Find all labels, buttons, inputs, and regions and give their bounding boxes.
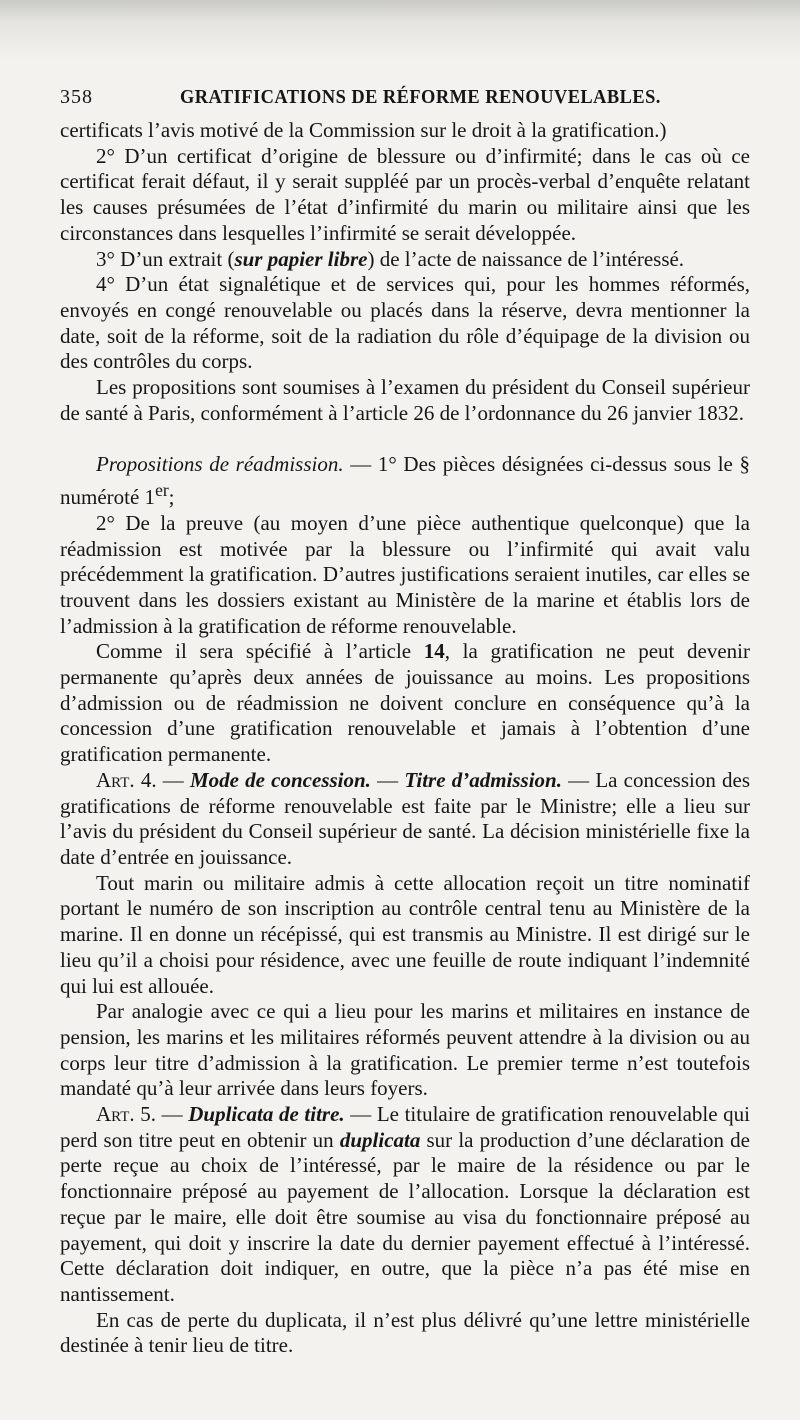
running-title: GRATIFICATIONS DE RÉFORME RENOUVELABLES. <box>180 86 661 108</box>
section-heading: Propositions de réadmission. <box>96 452 344 477</box>
paragraph <box>60 639 750 768</box>
paragraph <box>60 768 750 871</box>
text-run: — <box>370 767 405 792</box>
paragraph <box>60 452 750 510</box>
italic-run: sur papier libre <box>234 246 368 271</box>
italic-run: duplicata <box>339 1127 421 1152</box>
article-subtitle: Titre d’admission. <box>404 767 562 792</box>
paragraph: Tout marin ou militaire admis à cette allocation reçoit un titre nominatif portant le numéro de son inscription au contrôle central tenu au Ministère de la marine. Il en donne un récépissé, qui est transmis au Ministre. Il est dirigé sur le lieu qu’il a choisi pour résidence, avec une feuille de route indiquant l’indemnité qui lui est allouée. <box>60 870 750 998</box>
paragraph: 2° D’un certificat d’origine de blessure ou d’infirmité; dans le cas où ce certificat ferait défaut, il y serait suppléé par un procès-verbal d’enquête relatant les causes présumées de l’état d’infirmité du marin ou militaire ainsi que les circonstances dans lesquelles l’infirmité se serait développée. <box>60 143 750 245</box>
paragraph <box>60 1102 750 1308</box>
paragraph: Par analogie avec ce qui a lieu pour les marins et militaires en instance de pension, les marins et les militaires réformés peuvent attendre à la division ou au corps leur titre d’admission à la gratification. Le premier terme n’est toutefois mandaté qu’à leur arrivée dans leurs foyers. <box>60 999 750 1101</box>
article-label: Art. 5. <box>96 1102 157 1127</box>
paragraph: En cas de perte du duplicata, il n’est plus délivré qu’une lettre ministérielle destinée à tenir lieu de titre. <box>60 1307 750 1358</box>
text-run: 3° D’un extrait ( <box>96 246 235 271</box>
paragraph: 2° De la preuve (au moyen d’une pièce authentique quelconque) que la réadmission est motivée par la blessure ou l’infirmité qui avait valu précédemment la gratification. D’autres justifications seraient inutiles, car elles se trouvent dans les dossiers existant au Ministère de la marine et établis lors de l’admission à la gratification de réforme renouvelable. <box>60 510 750 638</box>
text-run: ; <box>168 485 175 510</box>
article-title: Mode de concession. <box>190 767 371 792</box>
text-run: — <box>156 767 190 792</box>
page-header <box>60 86 750 120</box>
text-run: — Le titulaire de gratification renouvelable qui perd son titre peut en obtenir un <box>60 1102 750 1152</box>
text-run: ) de l’acte de naissance de l’intéressé. <box>367 246 685 271</box>
superscript: er <box>155 480 169 501</box>
text-run: , la gratification ne peut devenir permanente qu’après deux années de jouissance au moins. Les propositions d’admission ou de réadmission ne doivent conclure en conséquence qu’à la concession d’une gratification renouvelable et jamais à l’obtention d’une gratification permanente. <box>60 639 750 767</box>
text-run: — <box>156 1102 189 1127</box>
article-title: Duplicata de titre. <box>188 1102 345 1127</box>
text-run: sur la production d’une déclaration de perte reçue au choix de l’intéressé, par le maire de la résidence ou par le fonctionnaire préposé au payement de l’allocation. Lorsque la déclaration est reçue par le maire, elle doit être soumise au visa du fonctionnaire préposé au payement, qui doit y inscrire la date du dernier payement effectué à l’intéressé. Cette déclaration doit indiquer, en outre, que la pièce n’a pas été mise en nantissement. <box>60 1127 751 1306</box>
paragraph <box>60 247 750 273</box>
text-run: — La concession des gratifications de réforme renouvelable est faite par le Ministre; elle a lieu sur l’avis du président du Conseil supérieur de santé. La décision ministérielle fixe la date d’entrée en jouissance. <box>60 767 751 869</box>
page-number: 358 <box>60 86 93 108</box>
paragraph: certificats l’avis motivé de la Commission sur le droit à la gratification.) <box>60 118 667 142</box>
text-run: — 1° Des pièces désignées ci-dessus sous le § numéroté 1 <box>60 452 751 510</box>
scan-shadow <box>0 0 800 60</box>
article-label: Art. 4. <box>96 767 157 792</box>
paragraph: 4° D’un état signalétique et de services qui, pour les hommes réformés, envoyés en congé renouvelable ou placés dans la réserve, devra mentionner la date, soit de la réforme, soit de la radiation du rôle d’équipage de la division ou des contrôles du corps. <box>60 272 750 374</box>
paragraph: Les propositions sont soumises à l’examen du président du Conseil supérieur de santé à Paris, conformément à l’article 26 de l’ordonnance du 26 janvier 1832. <box>60 375 750 425</box>
text-run: Comme il sera spécifié à l’article <box>96 639 424 664</box>
article-number: 14 <box>423 639 445 664</box>
page-body <box>60 118 750 1359</box>
